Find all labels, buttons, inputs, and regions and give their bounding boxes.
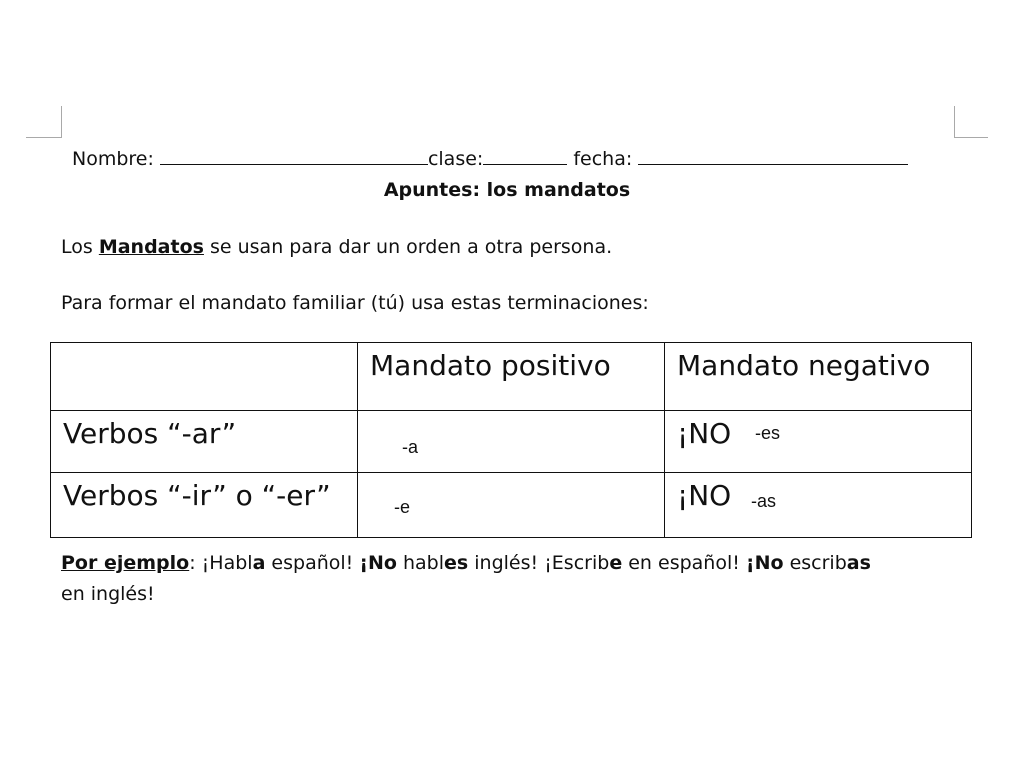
table-header-positive xyxy=(358,343,665,411)
positive-ending: -a xyxy=(402,437,419,457)
row-label-cell xyxy=(51,473,358,538)
fecha-blank[interactable] xyxy=(638,146,908,165)
negative-cell xyxy=(665,411,972,473)
example-line-continued: en inglés! xyxy=(61,583,155,605)
page-title: Apuntes: los mandatos xyxy=(383,179,631,201)
table-row xyxy=(51,411,972,473)
row-label: Verbos “-ir” o “-er” xyxy=(63,479,331,512)
positive-ending: -e xyxy=(394,497,411,517)
fecha-label: fecha: xyxy=(573,148,633,170)
instruction-sentence: Para formar el mandato familiar (tú) usa estas terminaciones: xyxy=(61,292,649,314)
clase-label: clase: xyxy=(427,148,484,170)
nombre-blank[interactable] xyxy=(160,146,428,165)
table-header-empty xyxy=(51,343,358,411)
nombre-label: Nombre: xyxy=(72,148,154,170)
example-lead: Por ejemplo xyxy=(61,552,190,574)
example-line: Por ejemplo: ¡Habla español! ¡No hables inglés! ¡Escribe en español! ¡No escribas xyxy=(61,552,871,574)
negative-cell xyxy=(665,473,972,538)
row-label: Verbos “-ar” xyxy=(63,417,237,450)
clase-blank[interactable] xyxy=(483,146,567,165)
student-info-line xyxy=(72,146,908,170)
endings-table xyxy=(50,342,972,538)
negative-ending: -es xyxy=(755,423,781,443)
intro-keyword: Mandatos xyxy=(98,236,204,258)
header-negative-label: Mandato negativo xyxy=(677,349,931,382)
positive-cell xyxy=(358,473,665,538)
negative-prefix: ¡NO xyxy=(677,417,732,450)
row-label-cell xyxy=(51,411,358,473)
table-header-row xyxy=(51,343,972,411)
negative-prefix: ¡NO xyxy=(677,479,732,512)
negative-ending: -as xyxy=(751,491,777,511)
intro-before: Los xyxy=(61,236,99,258)
table-header-negative xyxy=(665,343,972,411)
table-row xyxy=(51,473,972,538)
header-positive-label: Mandato positivo xyxy=(370,349,611,382)
intro-sentence xyxy=(61,236,612,258)
intro-after: se usan para dar un orden a otra persona. xyxy=(203,236,613,258)
positive-cell xyxy=(358,411,665,473)
